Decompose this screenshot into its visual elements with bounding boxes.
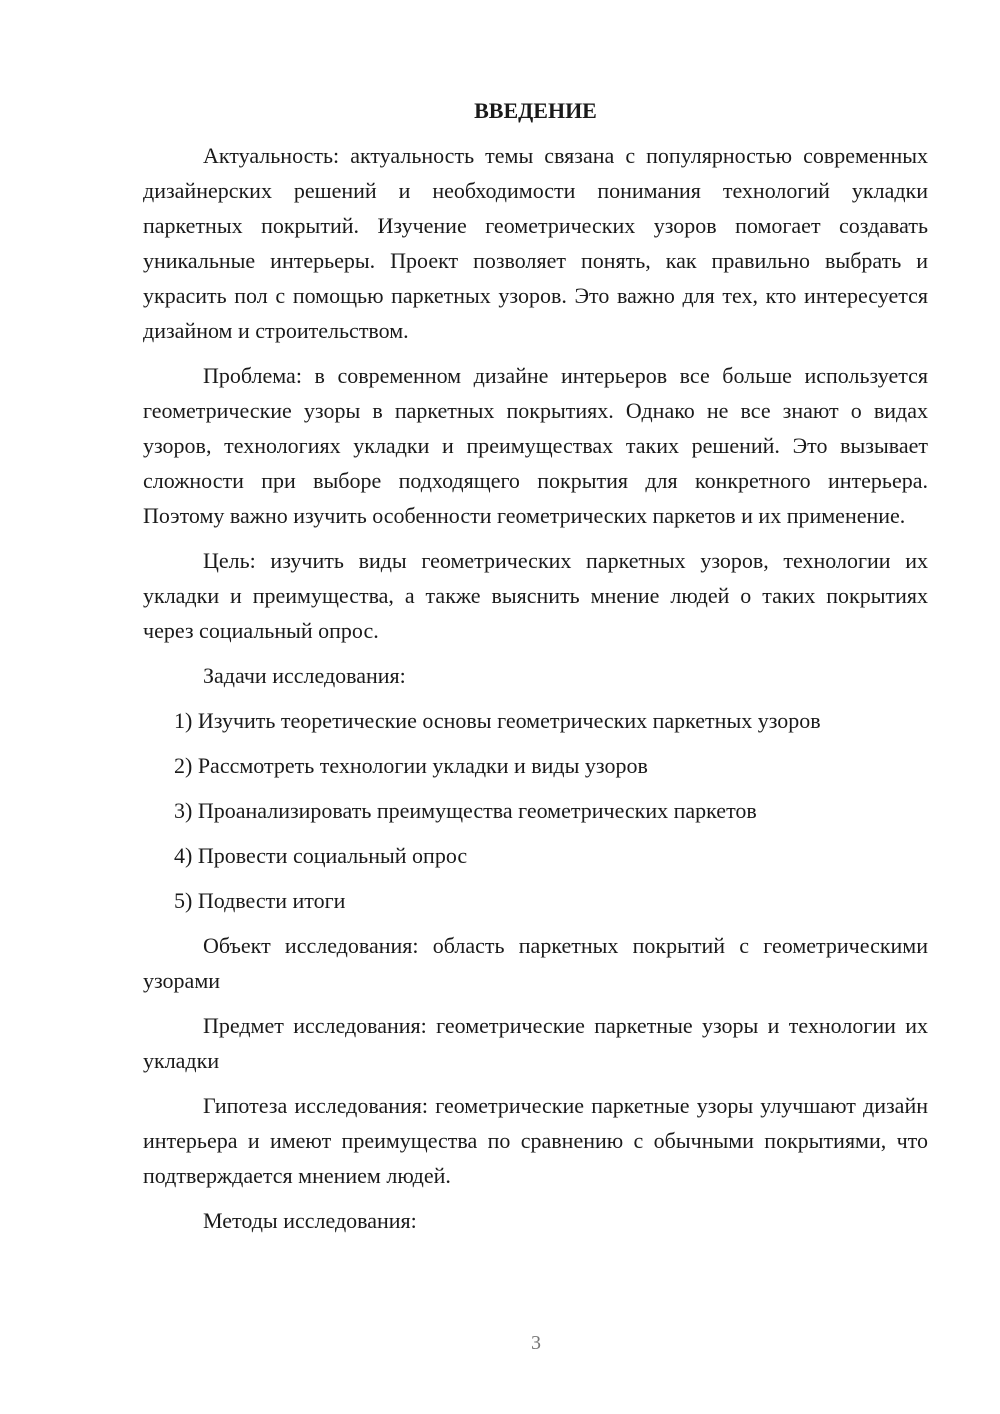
- paragraph-subject: Предмет исследования: геометрические паркетные узоры и технологии их укладки: [143, 1013, 928, 1073]
- paragraph-object: Объект исследования: область паркетных покрытий с геометрическими узорами: [143, 933, 928, 993]
- list-item: 3) Проанализировать преимущества геометрических паркетов: [174, 798, 757, 823]
- list-item: 4) Провести социальный опрос: [174, 843, 468, 868]
- list-item: 1) Изучить теоретические основы геометрических паркетных узоров: [174, 708, 821, 733]
- tasks-list: [143, 703, 928, 918]
- tasks-heading: Задачи исследования:: [203, 663, 406, 688]
- page-title: ВВЕДЕНИЕ: [474, 98, 597, 123]
- list-item: 5) Подвести итоги: [174, 888, 346, 913]
- page-content: [143, 96, 928, 1248]
- paragraph-goal: Цель: изучить виды геометрических паркетных узоров, технологии их укладки и преимущества, а также выяснить мнение людей о таких покрытиях через социальный опрос.: [143, 548, 928, 643]
- methods-heading: Методы исследования:: [203, 1208, 417, 1233]
- list-item: 2) Рассмотреть технологии укладки и виды узоров: [174, 753, 648, 778]
- page-number: 3: [531, 1332, 541, 1354]
- paragraph-hypothesis: Гипотеза исследования: геометрические паркетные узоры улучшают дизайн интерьера и имеют преимущества по сравнению с обычными покрытиями, что подтверждается мнением людей.: [143, 1093, 928, 1188]
- paragraph-problem: Проблема: в современном дизайне интерьеров все больше используется геометрические узоры в паркетных покрытиях. Однако не все знают о видах узоров, технологиях укладки и преимуществах таких решений. Это вызывает сложности при выборе подходящего покрытия для конкретного интерьера. Поэтому важно изучить особенности геометрических паркетов и их применение.: [143, 363, 928, 528]
- paragraph-relevance: Актуальность: актуальность темы связана с популярностью современных дизайнерских решений и необходимости понимания технологий укладки паркетных покрытий. Изучение геометрических узоров помогает создавать уникальные интерьеры. Проект позволяет понять, как правильно выбрать и украсить пол с помощью паркетных узоров. Это важно для тех, кто интересуется дизайном и строительством.: [143, 143, 928, 343]
